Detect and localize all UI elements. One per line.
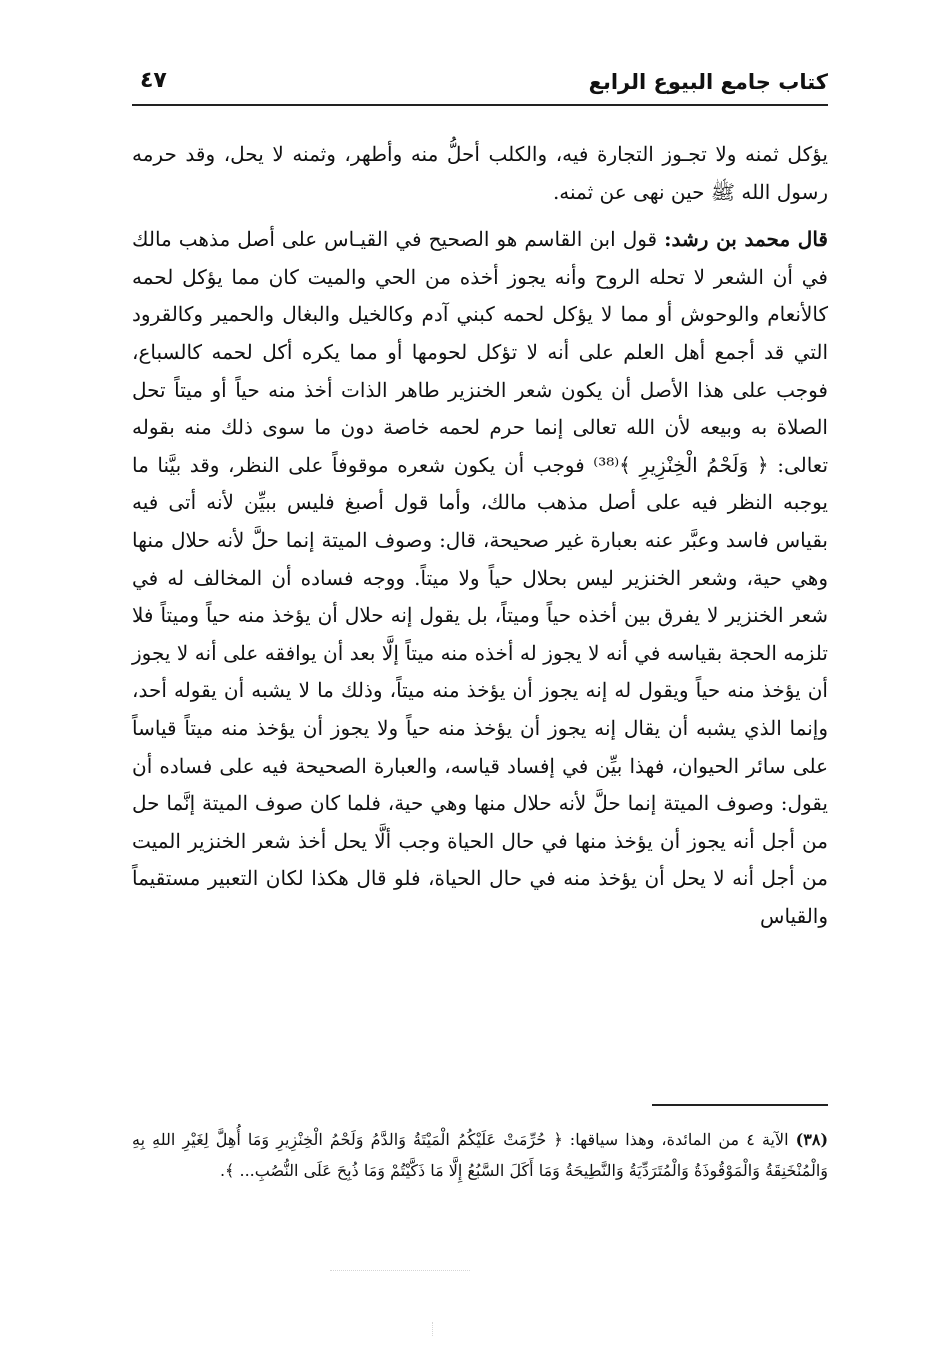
- paragraph-commentary: [132, 221, 828, 935]
- header-rule: [132, 104, 828, 106]
- footnote-rule: [652, 1104, 828, 1106]
- speaker-label: قال محمد بن رشد:: [664, 227, 828, 252]
- paragraph-continued: يؤكل ثمنه ولا تجـوز التجارة فيه، والكلب أحلُّ منه وأطهر، وثمنه لا يحل، وقد حرمه رسول الله ﷺ حين نهى عن ثمنه.: [132, 142, 828, 204]
- footnote-text: الآية ٤ من المائدة، وهذا سياقها: ﴿ حُرِّمَتْ عَلَيْكُمُ الْمَيْتَةُ وَالدَّمُ وَلَحْمُ الْخِنْزِيرِ وَمَا أُهِلَّ لِغَيْرِ اللهِ بِهِ وَالْمُنْخَنِقَةُ وَالْمَوْقُوذَةُ وَالْمُتَرَدِّيَةُ وَالنَّطِيحَةُ وَمَا أَكَلَ السَّبُعُ إِلَّا مَا ذَكَّيْتُمْ وَمَا ذُبِحَ عَلَى النُّصُبِ... ﴾.: [132, 1130, 828, 1180]
- scan-speck: [432, 1322, 439, 1336]
- main-text: [132, 136, 828, 935]
- page-number: ٤٧: [140, 68, 167, 93]
- footnote-number: (٣٨): [795, 1130, 829, 1149]
- commentary-text: قول ابن القاسم هو الصحيح في القيـاس على أصل مذهب مالك في أن الشعر لا تحله الروح وأنه يجوز أخذه من الحي والميت كان مما يؤكل لحمه كالأنعام والوحوش أو مما لا يؤكل لحمه كبني آدم وكالخيل والبغال والحمير وكالقرود التي قد أجمع أهل العلم على أنه لا تؤكل لحومها أو مما يكره أكل لحمه كالسباع، فوجب على هذا الأصل أن يكون شعر الخنزير طاهر الذات أخذ منه حياً أو ميتاً تحل الصلاة به وبيعه لأن الله تعالى إنما حرم لحمه خاصة دون ما سوى ذلك منه بقوله تعالى: ﴿ وَلَحْمُ الْخِنْزِيرِ ﴾⁽³⁸⁾ فوجب أن يكون شعره موقوفاً على النظر، وقد بيَّنا ما يوجبه النظر فيه على أصل مذهب مالك، وأما قول أصبغ فليس ببيِّن لأنه أتى فيه بقياس فاسد وعبَّر عنه بعبارة غير صحيحة، قال: وصوف الميتة إنما حلَّ لأنه حلال منها وهي حية، وشعر الخنزير ليس بحلال حياً ولا ميتاً. ووجه فساده أن المخالف له في شعر الخنزير لا يفرق بين أخذه حياً وميتاً، بل يقول إنه حلال أن يؤخذ منه حياً وميتاً فلا تلزمه الحجة بقياسه في أنه لا يجوز له أخذه منه ميتاً إلَّا بعد أن يوافقه على أنه لا يجوز أن يؤخذ منه حياً ويقول له إنه يجوز أن يؤخذ منه ميتاً، وذلك ما لا يشبه أن يقوله أحد، وإنما الذي يشبه أن يقال إنه يجوز أن يؤخذ منه حياً ولا يجوز أن يؤخذ منه ميتاً قياساً على سائر الحيوان، فهذا بيِّن في إفساد قياسه، والعبارة الصحيحة فيه على فساده أن يقول: وصوف الميتة إنما حلَّ لأنه حلال منها وهي حية، فلما كان صوف الميتة إنَّما حل من أجل أنه يجوز أن يؤخذ منها في حال الحياة وجب ألَّا يحل أخذ شعر الخنزير الميت من أجل أنه لا يحل أن يؤخذ منه في حال الحياة، فلو قال هكذا لكان التعبير مستقيماً والقياس: [132, 227, 829, 928]
- scan-specks: [330, 1270, 470, 1283]
- footnote: [132, 1124, 828, 1186]
- book-title: كتاب جامع البيوع الرابع: [588, 70, 828, 94]
- running-header: [132, 64, 828, 104]
